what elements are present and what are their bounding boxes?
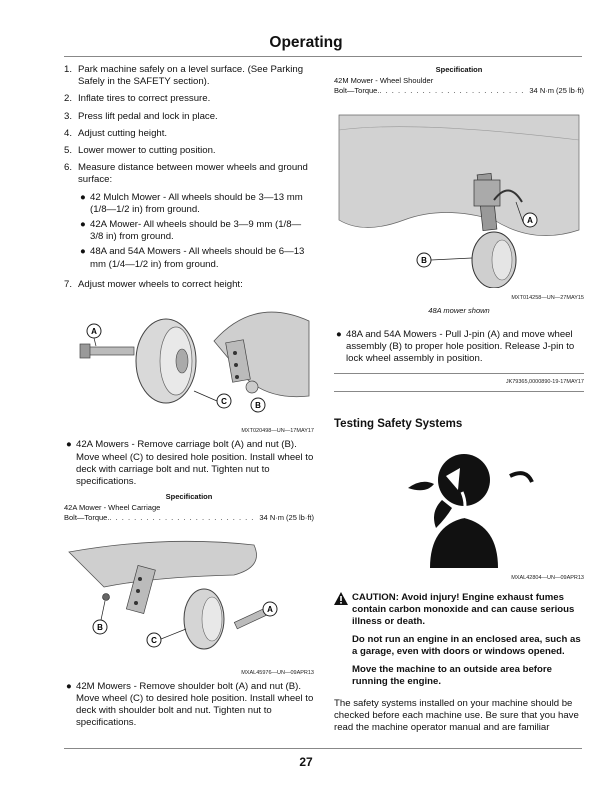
page-number: 27 (299, 755, 313, 769)
spec-item: 42A Mower - Wheel Carriage (64, 503, 161, 513)
list-item-text: 48A and 54A Mowers - All wheels should be 6—13 mm (1/4—1/2 in) from ground. (90, 246, 305, 270)
step-item (64, 128, 314, 140)
list-item (78, 192, 314, 216)
list-item-text: 42A Mower- All wheels should be 3—9 mm (1/8—3/8 in) from ground. (90, 219, 302, 243)
figure-caption: MXT014258—UN—27MAY15 (511, 295, 584, 302)
svg-text:C: C (151, 636, 157, 646)
bullet-icon: ● (80, 219, 86, 231)
step-text: Inflate tires to correct pressure. (78, 93, 211, 105)
step-text: Lower mower to cutting position. (78, 145, 216, 157)
svg-text:C: C (221, 397, 227, 407)
bullet-icon: ● (66, 680, 72, 692)
caution-paragraph: Do not run an engine in an enclosed area, such as a garage, even with doors or windows opened. (352, 634, 581, 658)
spec-label: Bolt—Torque. (64, 513, 110, 523)
wheel-height-list (78, 192, 314, 271)
warning-triangle-icon (334, 592, 352, 628)
spec-value: 34 N·m (25 lb·ft) (259, 513, 314, 523)
list-item-text: 42A Mowers - Remove carriage bolt (A) and nut (B). Move wheel (C) to desired hole position. Install wheel to deck with carriage bolt and nut. Tighten nut to specifications. (76, 439, 314, 488)
list-item (78, 246, 314, 270)
instruction-list (64, 439, 314, 488)
spec-label: Bolt—Torque. (334, 86, 380, 96)
body-paragraph: The safety systems installed on your machine should be checked before each machine use. Be sure that you have read the machine operator manual and are familiar (334, 698, 579, 734)
header-divider (64, 56, 582, 57)
step-item (64, 145, 314, 157)
footer-divider (64, 748, 582, 749)
step-number: 2. (64, 93, 73, 105)
list-item (78, 219, 314, 243)
svg-text:A: A (91, 327, 97, 337)
leader-dots (379, 86, 527, 96)
caution-block (334, 592, 584, 688)
svg-text:A: A (267, 605, 273, 615)
list-item (334, 329, 584, 366)
caution-paragraph: Move the machine to an outside area before running the engine. (352, 664, 552, 688)
bullet-icon: ● (80, 191, 86, 203)
wheel-carriage-illustration (64, 301, 314, 421)
step-number: 7. (64, 278, 73, 290)
list-item (64, 439, 314, 488)
list-item-text: 42 Mulch Mower - All wheels should be 3—13 mm (1/8—1/2 in) from ground. (90, 191, 303, 215)
left-column (64, 64, 314, 733)
procedure-steps (64, 64, 314, 291)
list-item (64, 681, 314, 730)
figure-caption: MXAL45976—UN—09APR13 (241, 669, 314, 676)
spec-value: 34 N·m (25 lb·ft) (529, 86, 584, 96)
section-divider (334, 373, 584, 374)
figure-48a-wheel (334, 110, 584, 317)
bullet-icon: ● (80, 246, 86, 258)
exhaust-fumes-warning-icon (334, 448, 584, 568)
section-heading: Testing Safety Systems (334, 417, 463, 430)
caution-heading (334, 592, 584, 628)
figure-exhaust-warning (334, 448, 584, 584)
figure-note: 48A mower shown (428, 305, 490, 315)
right-column (334, 64, 584, 734)
step-number: 4. (64, 127, 73, 139)
instruction-list (334, 329, 584, 366)
figure-42m-wheel (64, 537, 314, 678)
figure-caption: MXT020498—UN—17MAY17 (241, 428, 314, 435)
step-number: 6. (64, 162, 73, 174)
step-text: Press lift pedal and lock in place. (78, 110, 218, 122)
bullet-icon: ● (66, 439, 72, 451)
list-item-text: 48A and 54A Mowers - Pull J-pin (A) and move wheel assembly (B) to proper hole position. Release J-pin to lock wheel assembly in position. (346, 328, 575, 365)
leader-dots (109, 513, 257, 523)
spec-row (334, 86, 584, 96)
spec-heading: Specification (165, 492, 213, 502)
step-item (64, 279, 314, 291)
step-item (64, 64, 314, 88)
list-item-text: 42M Mowers - Remove shoulder bolt (A) and nut (B). Move wheel (C) to desired hole position. Install wheel to deck with shoulder bolt and nut. Tighten nut to specifications. (76, 680, 314, 729)
instruction-list (64, 681, 314, 730)
spec-row (64, 513, 314, 523)
section-divider (334, 391, 584, 392)
j-pin-wheel-illustration (334, 110, 584, 288)
svg-text:B: B (421, 256, 427, 266)
figure-caption: MXAL42804—UN—09APR13 (511, 575, 584, 582)
step-text: Park machine safely on a level surface. (See Parking Safely in the SAFETY section). (78, 64, 304, 88)
caution-text: CAUTION: Avoid injury! Engine exhaust fumes contain carbon monoxide and can cause serious illness or death. (352, 592, 575, 628)
step-item (64, 93, 314, 105)
svg-text:B: B (255, 401, 261, 411)
svg-text:A: A (527, 216, 533, 226)
spec-heading: Specification (435, 65, 483, 74)
step-text: Adjust cutting height. (78, 127, 168, 139)
step-number: 1. (64, 64, 73, 75)
step-text: Adjust mower wheels to correct height: (78, 278, 243, 290)
step-item (64, 162, 314, 271)
step-number: 3. (64, 110, 73, 122)
step-item (64, 111, 314, 123)
svg-text:B: B (97, 623, 103, 633)
reference-code: JK79365,0000890-19-17MAY17 (505, 379, 584, 386)
step-number: 5. (64, 145, 73, 157)
step-text: Measure distance between mower wheels and ground surface: (78, 162, 308, 186)
shoulder-bolt-illustration (64, 537, 314, 662)
bullet-icon: ● (336, 328, 342, 340)
figure-42a-wheel (64, 301, 314, 437)
page-title: Operating (269, 34, 343, 51)
spec-item: 42M Mower - Wheel Shoulder (334, 76, 434, 86)
